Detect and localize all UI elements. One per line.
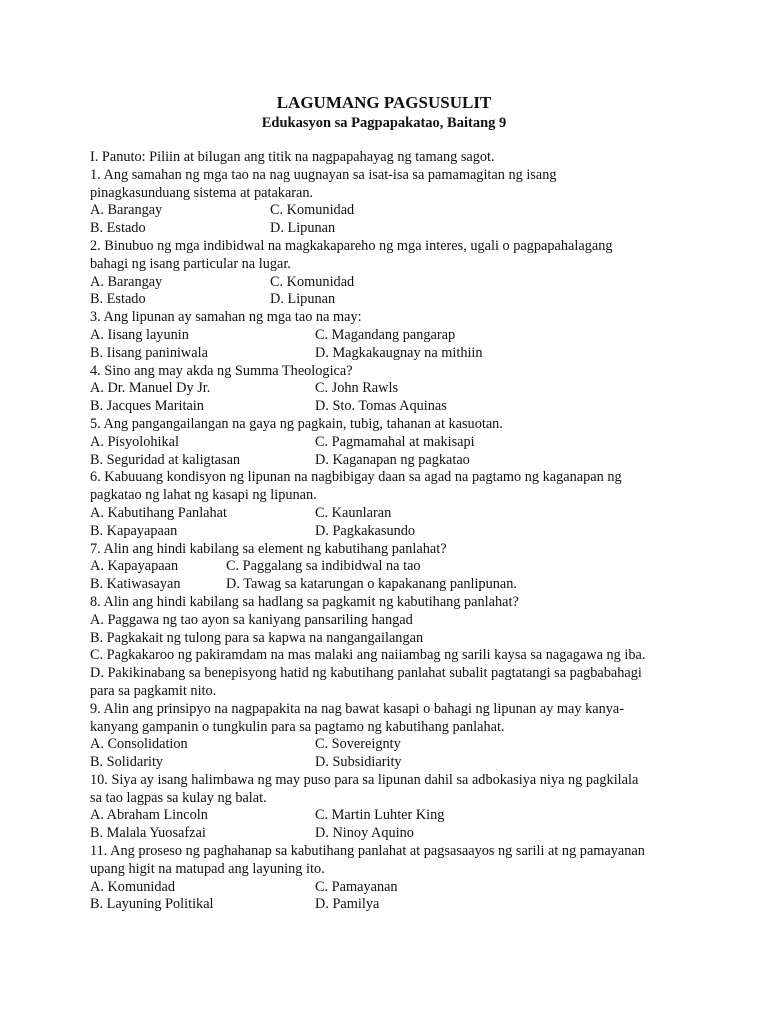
question-block: [90, 309, 690, 362]
choice-option[interactable]: D. Magkakaugnay na mithiin: [315, 344, 483, 361]
question-text: 8. Alin ang hindi kabilang sa hadlang sa pagkamit ng kabutihang panlahat?: [90, 593, 519, 610]
choice-option[interactable]: A. Iisang layunin: [90, 326, 189, 343]
question-text: 1. Ang samahan ng mga tao na nag uugnayan sa isat-isa sa pamamagitan ng isang: [90, 166, 557, 183]
question-text: 2. Binubuo ng mga indibidwal na magkakapareho ng mga interes, ugali o pagpapahalagang: [90, 237, 613, 254]
choice-row: [90, 523, 690, 541]
choice-option[interactable]: C. Kaunlaran: [315, 504, 392, 521]
choice-option[interactable]: A. Pisyolohikal: [90, 433, 179, 450]
question-text: sa tao lagpas sa kulay ng balat.: [90, 789, 267, 806]
choice-row: [90, 291, 690, 309]
choice-option[interactable]: B. Seguridad at kaligtasan: [90, 451, 241, 468]
question-block: [90, 594, 690, 701]
choice-option[interactable]: D. Pamilya: [315, 896, 380, 913]
choice-row: [90, 576, 690, 594]
choice-row: [90, 202, 690, 220]
question-text: 5. Ang pangangailangan na gaya ng pagkain, tubig, tahanan at kasuotan.: [90, 415, 503, 432]
choice-row: [90, 754, 690, 772]
question-text: pinagkasunduang sistema at patakaran.: [90, 184, 314, 201]
choice-row: [90, 505, 690, 523]
page-subtitle: Edukasyon sa Pagpapakatao, Baitang 9: [261, 115, 507, 131]
choice-option[interactable]: A. Kapayapaan: [90, 558, 179, 575]
question-block: [90, 363, 690, 416]
choice-option[interactable]: B. Layuning Politikal: [90, 896, 214, 913]
choice-row: [90, 274, 690, 292]
question-text: 9. Alin ang prinsipyo na nagpapakita na nag bawat kasapi o bahagi ng lipunan ay may kanya-: [90, 700, 624, 717]
choice-option[interactable]: A. Komunidad: [90, 878, 175, 895]
choice-row: [90, 345, 690, 363]
choice-option[interactable]: A. Dr. Manuel Dy Jr.: [90, 380, 211, 397]
choice-row: [90, 896, 690, 914]
choice-option-continued: para sa pagkamit nito.: [90, 682, 217, 699]
choice-option[interactable]: C. Paggalang sa indibidwal na tao: [226, 558, 421, 575]
choice-option[interactable]: D. Tawag sa katarungan o kapakanang panlipunan.: [226, 576, 517, 593]
choice-option[interactable]: A. Consolidation: [90, 736, 188, 753]
choice-row: [90, 380, 690, 398]
question-block: [90, 167, 690, 238]
choice-option[interactable]: D. Pagkakasundo: [315, 522, 416, 539]
choice-option[interactable]: B. Iisang paniniwala: [90, 344, 208, 361]
choice-option[interactable]: C. Pagkakaroo ng pakiramdam na mas malaki ang naiiambag ng sarili kaysa sa nagagawa ng iba.: [90, 647, 646, 664]
question-block: [90, 469, 690, 540]
question-text: kanyang gampanin o tungkulin para sa pagtamo ng kabutihang panlahat.: [90, 718, 505, 735]
question-text: 3. Ang lipunan ay samahan ng mga tao na may:: [90, 309, 362, 326]
question-block: [90, 238, 690, 309]
choice-option[interactable]: B. Pagkakait ng tulong para sa kapwa na nangangailangan: [90, 629, 424, 646]
question-text: upang higit na matupad ang layuning ito.: [90, 860, 325, 877]
choice-row: [90, 879, 690, 897]
choice-option[interactable]: C. Magandang pangarap: [315, 326, 456, 343]
choice-option[interactable]: B. Estado: [90, 220, 146, 237]
choice-option[interactable]: C. Sovereignty: [315, 736, 401, 753]
question-block: [90, 416, 690, 469]
question-text: 7. Alin ang hindi kabilang sa element ng kabutihang panlahat?: [90, 540, 447, 557]
instructions-text: I. Panuto: Piliin at bilugan ang titik na nagpapahayag ng tamang sagot.: [90, 149, 495, 165]
choice-row: [90, 807, 690, 825]
choice-option[interactable]: C. Pamayanan: [315, 878, 398, 895]
question-text: pagkatao ng lahat ng kasapi ng lipunan.: [90, 487, 317, 504]
question-block: [90, 541, 690, 594]
choice-row: [90, 327, 690, 345]
choice-option[interactable]: B. Jacques Maritain: [90, 398, 204, 415]
choice-row: [90, 452, 690, 470]
question-text: 11. Ang proseso ng paghahanap sa kabutihang panlahat at pagsasaayos ng sarili at ng pamayanan: [90, 843, 645, 860]
choice-option[interactable]: D. Kaganapan ng pagkatao: [315, 451, 470, 468]
choice-row: [90, 434, 690, 452]
choice-option[interactable]: B. Malala Yuosafzai: [90, 825, 206, 842]
choice-option[interactable]: A. Kabutihang Panlahat: [90, 504, 227, 521]
choice-row: [90, 398, 690, 416]
choice-option[interactable]: C. Komunidad: [270, 202, 355, 219]
choice-option[interactable]: D. Pakikinabang sa benepisyong hatid ng kabutihang panlahat subalit pagtatangi sa pagbabahagi: [90, 665, 642, 682]
question-block: [90, 772, 690, 843]
question-text: 6. Kabuuang kondisyon ng lipunan na nagbibigay daan sa agad na pagtamo ng kaganapan ng: [90, 469, 622, 486]
choice-option[interactable]: B. Estado: [90, 291, 146, 308]
choice-option[interactable]: B. Solidarity: [90, 754, 164, 771]
choice-option[interactable]: D. Lipunan: [270, 291, 336, 308]
choice-row: [90, 558, 690, 576]
question-text: 4. Sino ang may akda ng Summa Theologica?: [90, 362, 353, 379]
choice-option[interactable]: C. Pagmamahal at makisapi: [315, 433, 475, 450]
choice-option[interactable]: C. Martin Luhter King: [315, 807, 445, 824]
choice-option[interactable]: D. Subsidiarity: [315, 754, 402, 771]
choice-row: [90, 825, 690, 843]
choice-row: [90, 220, 690, 238]
page-title: LAGUMANG PAGSUSULIT: [276, 93, 492, 112]
question-text: 10. Siya ay isang halimbawa ng may puso para sa lipunan dahil sa adbokasiya niya ng pagkilala: [90, 771, 639, 788]
choice-option[interactable]: A. Abraham Lincoln: [90, 807, 208, 824]
choice-option[interactable]: B. Katiwasayan: [90, 576, 181, 593]
choice-option[interactable]: B. Kapayapaan: [90, 522, 178, 539]
choice-option[interactable]: A. Barangay: [90, 273, 163, 290]
choice-option[interactable]: A. Barangay: [90, 202, 163, 219]
question-block: [90, 701, 690, 772]
choice-option[interactable]: C. Komunidad: [270, 273, 355, 290]
choice-option[interactable]: D. Sto. Tomas Aquinas: [315, 398, 447, 415]
choice-option[interactable]: D. Lipunan: [270, 220, 336, 237]
choice-option[interactable]: C. John Rawls: [315, 380, 399, 397]
choice-option[interactable]: A. Paggawa ng tao ayon sa kaniyang pansariling hangad: [90, 611, 413, 628]
choice-row: [90, 736, 690, 754]
exam-content: [90, 149, 690, 914]
question-text: bahagi ng isang particular na lugar.: [90, 255, 291, 272]
question-block: [90, 843, 690, 914]
choice-option[interactable]: D. Ninoy Aquino: [315, 825, 414, 842]
